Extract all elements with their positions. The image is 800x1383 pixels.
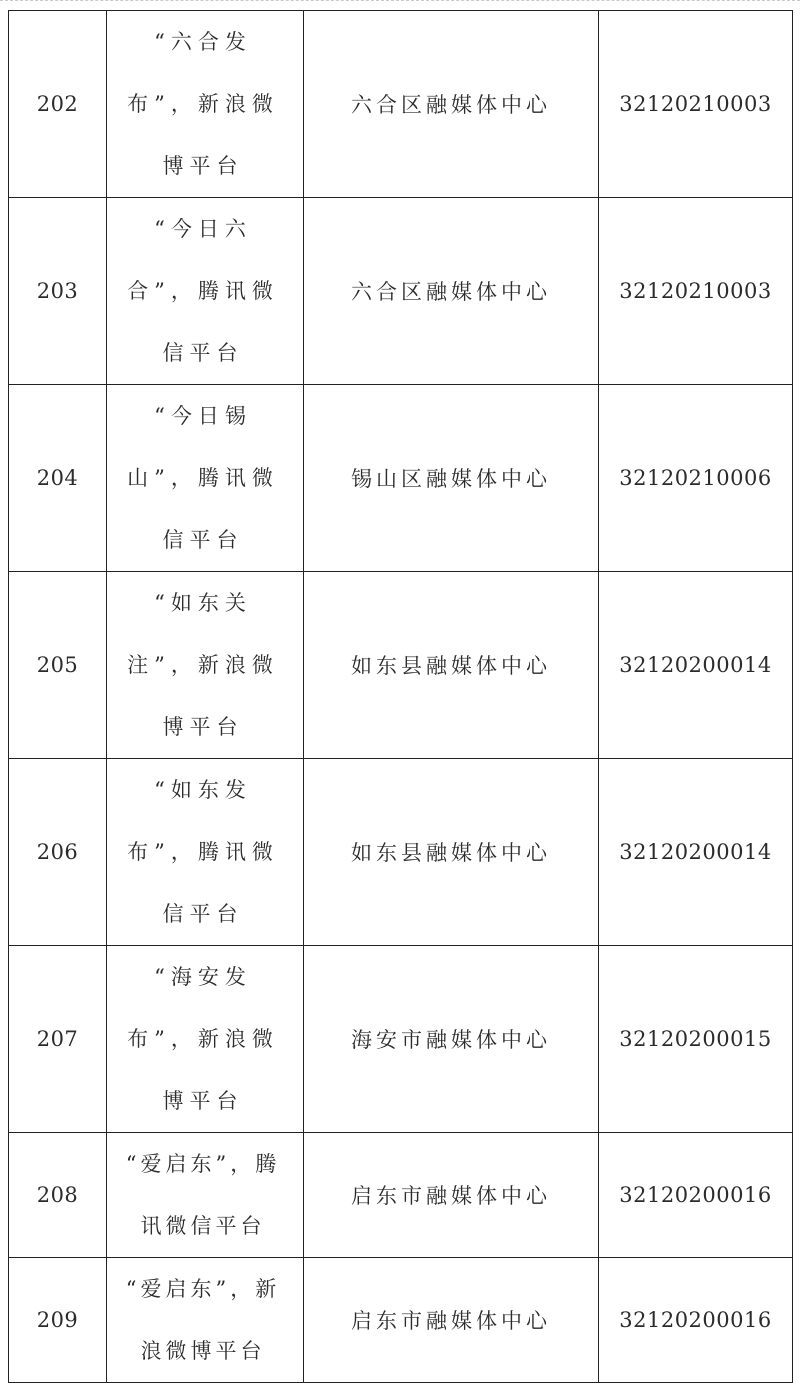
table-row (9, 1133, 793, 1258)
organization-name: 启东市融媒体中心 (304, 1133, 599, 1258)
row-number: 208 (9, 1133, 107, 1258)
registration-code: 32120200015 (599, 946, 793, 1133)
account-name: “爱启东”，新浪微博平台 (125, 1277, 281, 1363)
registration-code: 32120210003 (599, 11, 793, 198)
account-cell (107, 385, 304, 572)
row-number: 209 (9, 1258, 107, 1383)
registry-table (8, 10, 793, 1383)
account-name: “今日六合”，腾讯微信平台 (127, 217, 279, 365)
page-edge (0, 0, 800, 1)
account-name: “如东发布”，腾讯微信平台 (127, 778, 279, 926)
registration-code: 32120210006 (599, 385, 793, 572)
table-row (9, 572, 793, 759)
row-number: 205 (9, 572, 107, 759)
table-row (9, 11, 793, 198)
organization-name: 六合区融媒体中心 (304, 198, 599, 385)
registration-code: 32120200014 (599, 759, 793, 946)
table-row (9, 759, 793, 946)
account-cell (107, 1258, 304, 1383)
account-name: “今日锡山”，腾讯微信平台 (127, 404, 279, 552)
registration-code: 32120200016 (599, 1258, 793, 1383)
account-cell (107, 572, 304, 759)
table-row (9, 198, 793, 385)
table-row (9, 385, 793, 572)
account-cell (107, 1133, 304, 1258)
table-row (9, 1258, 793, 1383)
organization-name: 海安市融媒体中心 (304, 946, 599, 1133)
account-cell (107, 946, 304, 1133)
registration-code: 32120200014 (599, 572, 793, 759)
account-name: “爱启东”，腾讯微信平台 (125, 1152, 281, 1238)
account-name: “六合发布”，新浪微博平台 (127, 30, 279, 178)
organization-name: 启东市融媒体中心 (304, 1258, 599, 1383)
registration-code: 32120200016 (599, 1133, 793, 1258)
registration-code: 32120210003 (599, 198, 793, 385)
row-number: 204 (9, 385, 107, 572)
row-number: 202 (9, 11, 107, 198)
account-name: “海安发布”，新浪微博平台 (127, 965, 279, 1113)
account-cell (107, 759, 304, 946)
account-cell (107, 198, 304, 385)
row-number: 207 (9, 946, 107, 1133)
table-row (9, 946, 793, 1133)
organization-name: 六合区融媒体中心 (304, 11, 599, 198)
account-cell (107, 11, 304, 198)
organization-name: 如东县融媒体中心 (304, 572, 599, 759)
row-number: 203 (9, 198, 107, 385)
organization-name: 锡山区融媒体中心 (304, 385, 599, 572)
row-number: 206 (9, 759, 107, 946)
account-name: “如东关注”，新浪微博平台 (127, 591, 279, 739)
organization-name: 如东县融媒体中心 (304, 759, 599, 946)
